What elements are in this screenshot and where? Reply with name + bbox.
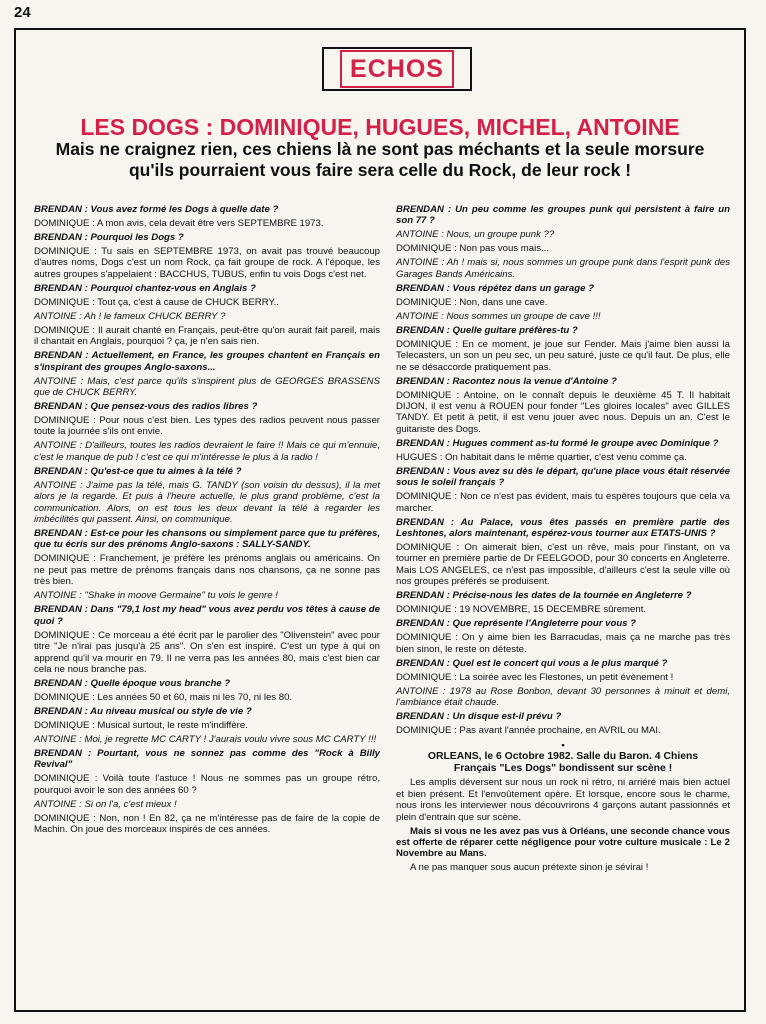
- interview-question: BRENDAN : Vous avez su dès le départ, qu'une place vous était réservée sous le soleil français ?: [396, 465, 730, 489]
- interview-answer: HUGUES : On habitait dans le même quartier, c'est venu comme ça.: [396, 451, 687, 463]
- subheadline: [16, 139, 744, 181]
- interview-question: BRENDAN : Quel est le concert qui vous a le plus marqué ?: [396, 657, 668, 669]
- interview-answer: ANTOINE : Nous, un groupe punk ??: [396, 229, 555, 241]
- interview-question: BRENDAN : Au niveau musical ou style de vie ?: [34, 705, 252, 717]
- interview-question: BRENDAN : Un disque est-il prévu ?: [396, 711, 562, 723]
- interview-answer: DOMINIQUE : Ce morceau a été écrit par le parolier des "Olivenstein" avec pour titre "Je n'irai pas jusqu'à 25 ans". On s'en est inspiré. C'est un type à qui on apprend qu'il va mourir en 79. Il ne verra pas les années 80, mais c'est bien car cela ne nous branche pas.: [34, 629, 380, 675]
- interview-question: BRENDAN : Pourtant, vous ne sonnez pas comme des "Rock à Billy Revival": [34, 747, 380, 771]
- interview-question: BRENDAN : Quelle époque vous branche ?: [34, 677, 231, 689]
- interview-answer: DOMINIQUE : On aimerait bien, c'est un rêve, mais pour l'instant, on va tourner en première partie de Dr FEELGOOD, pour 30 concerts en Angleterre. Mais LOS ANGELES, ce n'est pas impossible, d'ailleurs c'est la seule ville où nos groupes préférés se produisent.: [396, 542, 730, 588]
- subheadline-line-1: Mais ne craignez rien, ces chiens là ne sont pas méchants et la seule morsure: [55, 139, 705, 159]
- right-column-interview: [396, 204, 730, 737]
- interview-answer: DOMINIQUE : Voilà toute l'astuce ! Nous ne sommes pas un groupe rétro, pourquoi avoir le son des années 60 ?: [34, 773, 380, 796]
- interview-answer: DOMINIQUE : On y aime bien les Barracudas, mais ça ne marche pas très bien sinon, le reste on déteste.: [396, 632, 730, 655]
- orleans-paragraph: Les amplis déversent sur nous un rock ni rétro, ni arriéré mais bien actuel et bien présent. Et l'envoûtement opère. Et lorsque, encore sous le charme, nous irons les interviewer nous découvrirons 4 garçons autant passionnés et plein d'entrain que sur scène.: [396, 777, 730, 823]
- interview-answer: DOMINIQUE : Antoine, on le connaît depuis le deuxième 45 T. Il habitait DIJON, il est venu à ROUEN pour fonder "Les gloires locales" avec GILLES TANDY. Et petit à petit, il est venu jouer avec nous. Depuis un an. C'est le guitariste des Dogs.: [396, 389, 730, 435]
- right-column: [396, 204, 730, 876]
- interview-answer: DOMINIQUE : Il aurait chanté en Français, peut-être qu'on aurait fait pareil, mais il chantait en Anglais, pourquoi ? ça, je n'en sais rien.: [34, 324, 380, 348]
- interview-answer: DOMINIQUE : Tu sais en SEPTEMBRE 1973, on avait pas trouvé beaucoup d'autres noms, Dogs c'est un nom Rock, ça fait groupe de rock. A l'époque, les autres groupes s'appelaient : BACCHUS, TUBUS, enfin tu vois Dogs c'est net.: [34, 246, 380, 280]
- interview-question: BRENDAN : Vous répétez dans un garage ?: [396, 282, 594, 294]
- interview-question: BRENDAN : Au Palace, vous êtes passés en première partie des Leshtones, alors maintenant, espérez-vous tourner aux ETATS-UNIS ?: [396, 516, 730, 540]
- interview-question: BRENDAN : Que pensez-vous des radios libres ?: [34, 401, 258, 413]
- interview-answer: ANTOINE : Nous sommes un groupe de cave !!!: [396, 310, 601, 322]
- interview-question: BRENDAN : Un peu comme les groupes punk qui persistent à faire un son 77 ?: [396, 204, 730, 227]
- interview-question: BRENDAN : Est-ce pour les chansons ou simplement parce que tu préfères, que tu écris sur des prénoms Anglo-saxons : SALLY-SANDY.: [34, 528, 380, 551]
- article-frame: [14, 28, 746, 1012]
- interview-answer: ANTOINE : Mais, c'est parce qu'ils s'inspirent plus de GEORGES BRASSENS que de CHUCK BERRY.: [34, 375, 380, 399]
- interview-answer: DOMINIQUE : Musical surtout, le reste m'indiffère.: [34, 719, 248, 731]
- interview-answer: DOMINIQUE : Non, dans une cave.: [396, 296, 548, 308]
- interview-answer: ANTOINE : Ah ! mais si, nous sommes un groupe punk dans l'esprit punk des Garages Bands Américains.: [396, 257, 730, 280]
- interview-question: BRENDAN : Que représente l'Angleterre pour vous ?: [396, 618, 637, 630]
- interview-answer: DOMINIQUE : Franchement, je préfère les prénoms anglais ou américains. On ne peut pas mettre de prénoms français dans nos chansons, ça ne sonne pas très bien.: [34, 553, 380, 588]
- interview-answer: DOMINIQUE : A mon avis, cela devait être vers SEPTEMBRE 1973.: [34, 218, 324, 229]
- section-label-box: [322, 47, 472, 91]
- interview-answer: ANTOINE : Moi, je regrette MC CARTY ! J'aurais voulu vivre sous MC CARTY !!!: [34, 733, 377, 745]
- interview-answer: DOMINIQUE : Tout ça, c'est à cause de CHUCK BERRY..: [34, 296, 279, 308]
- interview-question: BRENDAN : Pourquoi les Dogs ?: [34, 232, 184, 243]
- orleans-heading: [396, 751, 730, 776]
- interview-answer: DOMINIQUE : Pour nous c'est bien. Les types des radios peuvent nous passer toute la journée s'ils ont envie.: [34, 415, 380, 438]
- left-column: [34, 204, 380, 838]
- interview-question: BRENDAN : Quelle guitare préfères-tu ?: [396, 324, 578, 336]
- subheadline-line-2: qu'ils pourraient vous faire sera celle du Rock, de leur rock !: [128, 160, 632, 180]
- interview-question: BRENDAN : Précise-nous les dates de la tournée en Angleterre ?: [396, 590, 692, 602]
- interview-answer: ANTOINE : J'aime pas la télé, mais G. TANDY (son voisin du dessus), il la met alors je la regarde. Et puis à l'heure actuelle, le plus grand problème, c'est la communication. Alors, on est tous les deux devant la télé à regarder les imbécilités qui passent. Ainsi, on communique.: [34, 479, 380, 526]
- interview-question: BRENDAN : Vous avez formé les Dogs à quelle date ?: [34, 204, 279, 215]
- interview-answer: ANTOINE : "Shake in moove Germaine" tu vois le genre !: [34, 590, 278, 602]
- interview-answer: DOMINIQUE : La soirée avec les Flestones, un petit évènement !: [396, 671, 674, 683]
- interview-question: BRENDAN : Qu'est-ce que tu aimes à la télé ?: [34, 465, 242, 477]
- interview-question: BRENDAN : Hugues comment as-tu formé le groupe avec Dominique ?: [396, 437, 719, 449]
- orleans-heading-line-1: ORLEANS, le 6 Octobre 1982. Salle du Baron. 4 Chiens: [427, 750, 699, 762]
- section-bullet: •: [561, 739, 565, 751]
- interview-answer: ANTOINE : 1978 au Rose Bonbon, devant 30 personnes à minuit et demi, l'ambiance était chaude.: [396, 685, 730, 709]
- orleans-heading-line-2: Français "Les Dogs" bondissent sur scène !: [453, 762, 673, 774]
- section-label: ECHOS: [340, 50, 454, 88]
- interview-answer: ANTOINE : Si on l'a, c'est mieux !: [34, 798, 177, 810]
- interview-answer: DOMINIQUE : Non pas vous mais...: [396, 243, 550, 255]
- interview-answer: DOMINIQUE : Les années 50 et 60, mais ni les 70, ni les 80.: [34, 691, 293, 703]
- orleans-closing-line: A ne pas manquer sous aucun prétexte sinon je sévirai !: [410, 862, 649, 874]
- interview-answer: DOMINIQUE : 19 NOVEMBRE, 15 DECEMBRE sûrement.: [396, 604, 647, 616]
- headline: LES DOGS : DOMINIQUE, HUGUES, MICHEL, ANTOINE: [80, 114, 680, 140]
- interview-answer: DOMINIQUE : Non ce n'est pas évident, mais tu espères toujours que cela va marcher.: [396, 491, 730, 514]
- interview-question: BRENDAN : Dans "79,1 lost my head" vous avez perdu vos têtes à cause de quoi ?: [34, 604, 380, 627]
- orleans-paragraph-bold: Mais si vous ne les avez pas vus à Orléans, une seconde chance vous est offerte de réparer cette négligence pour votre culture musicale : Le 2 Novembre au Mans.: [396, 825, 730, 860]
- interview-question: BRENDAN : Pourquoi chantez-vous en Anglais ?: [34, 282, 256, 294]
- interview-answer: DOMINIQUE : Pas avant l'année prochaine, en AVRIL ou MAI.: [396, 725, 661, 737]
- interview-answer: DOMINIQUE : En ce moment, je joue sur Fender. Mais j'aime bien aussi la Telecasters, un son un peu sec, un peu saturé, juste ce qu'il faut. De plus, elle ne se désaccorde pratiquement pas.: [396, 338, 730, 373]
- interview-answer: DOMINIQUE : Non, non ! En 82, ça ne m'intéresse pas de faire de la copie de Machin. On joue des morceaux inspirés de ces années.: [34, 812, 380, 836]
- interview-answer: ANTOINE : D'ailleurs, toutes les radios devraient le faire !! Mais ce qui m'ennuie, c'est le manque de pub ! c'est ce qui m'intéresse le plus à la radio !: [34, 440, 380, 463]
- page-number: 24: [14, 4, 31, 21]
- interview-question: BRENDAN : Actuellement, en France, les groupes chantent en Français en s'inspirant des groupes Anglo-saxons...: [34, 350, 380, 373]
- interview-question: BRENDAN : Racontez nous la venue d'Antoine ?: [396, 375, 617, 387]
- interview-answer: ANTOINE : Ah ! le fameux CHUCK BERRY ?: [34, 310, 226, 322]
